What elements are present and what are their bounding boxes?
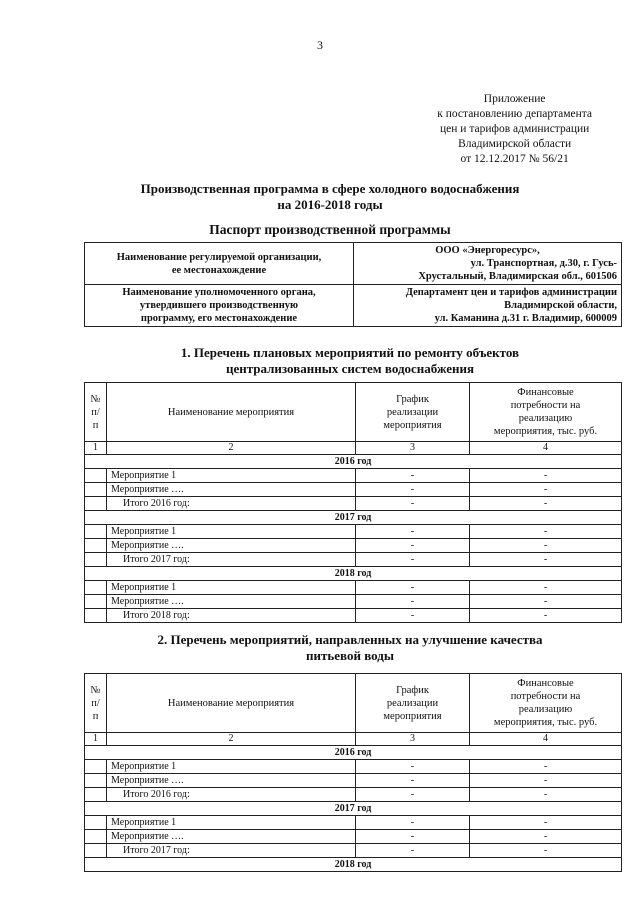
passport-label — [85, 243, 354, 285]
page-number: 3 — [317, 38, 323, 52]
column-number-row — [85, 442, 622, 455]
document-title-line: на 2016-2018 годы — [277, 197, 383, 212]
table-row: Мероприятие …. - - — [85, 595, 622, 609]
document-title-line: Производственная программа в сфере холодного водоснабжения — [140, 181, 520, 196]
passport-text: Наименование регулируемой организации, — [116, 251, 322, 263]
passport-text: утвердившего производственную — [139, 300, 299, 311]
passport-text: ООО «Энергоресурс», — [435, 245, 540, 256]
year-row: 2017 год — [85, 802, 622, 816]
section-title-line: 1. Перечень плановых мероприятий по ремонту объектов — [180, 345, 520, 360]
total-row: Итого 2017 год: - - — [85, 553, 622, 567]
section-2-title — [90, 632, 610, 664]
document-title — [95, 181, 565, 213]
section-title-line: централизованных систем водоснабжения — [225, 361, 475, 376]
table-row: Мероприятие 1 - - — [85, 816, 622, 830]
table-row: Мероприятие …. - - — [85, 774, 622, 788]
total-row: Итого 2016 год: - - — [85, 497, 622, 511]
passport-label — [85, 285, 354, 327]
header-name: Наименование мероприятия — [107, 383, 356, 442]
column-number: 2 — [107, 442, 356, 455]
passport-text: программу, его местонахождение — [140, 313, 298, 324]
section-title-line: 2. Перечень мероприятий, направленных на улучшение качества — [157, 632, 543, 647]
passport-text: ул. Транспортная, д.30, г. Гусь- — [470, 258, 617, 269]
header-finance: Финансовые потребности на реализацию мероприятия, тыс. руб. — [470, 674, 622, 733]
passport-value — [354, 243, 622, 285]
passport-value — [354, 285, 622, 327]
year-row: 2018 год — [85, 858, 622, 872]
header-schedule: График реализации мероприятия — [356, 383, 470, 442]
column-number: 4 — [470, 442, 622, 455]
table-row: Мероприятие 1 - - — [85, 581, 622, 595]
appendix-line: Приложение — [483, 93, 546, 105]
passport-text: Наименование уполномоченного органа, — [122, 287, 316, 298]
appendix-line: цен и тарифов администрации — [440, 123, 590, 135]
table-row: Мероприятие 1 - - — [85, 525, 622, 539]
year-row: 2017 год — [85, 511, 622, 525]
passport-text: ее местонахождение — [171, 264, 267, 276]
column-number: 2 — [107, 733, 356, 746]
appendix-line: Владимирской области — [458, 138, 572, 150]
column-number: 1 — [85, 733, 107, 746]
table-row: Мероприятие 1 - - — [85, 469, 622, 483]
table-header-row — [85, 674, 622, 733]
passport-heading: Паспорт производственной программы — [209, 222, 451, 237]
total-row: Итого 2017 год: - - — [85, 844, 622, 858]
table-header-row — [85, 383, 622, 442]
header-num: № п/п — [85, 383, 107, 442]
column-number: 1 — [85, 442, 107, 455]
year-row: 2016 год — [85, 455, 622, 469]
column-number: 3 — [356, 733, 470, 746]
table-row: Мероприятие …. - - — [85, 483, 622, 497]
section-1-table — [84, 382, 622, 623]
header-finance: Финансовые потребности на реализацию мероприятия, тыс. руб. — [470, 383, 622, 442]
column-number: 3 — [356, 442, 470, 455]
header-schedule: График реализации мероприятия — [356, 674, 470, 733]
appendix-line: к постановлению департамента — [437, 108, 592, 120]
table-row: Мероприятие …. - - — [85, 539, 622, 553]
passport-text: Владимирской области, — [504, 300, 617, 311]
total-row: Итого 2016 год: - - — [85, 788, 622, 802]
section-title-line: питьевой воды — [306, 648, 394, 663]
table-row: Мероприятие 1 - - — [85, 760, 622, 774]
section-2-table — [84, 673, 622, 872]
table-row: Мероприятие …. - - — [85, 830, 622, 844]
column-number: 4 — [470, 733, 622, 746]
passport-table — [84, 242, 622, 327]
header-name: Наименование мероприятия — [107, 674, 356, 733]
passport-row — [85, 285, 622, 327]
appendix-line: от 12.12.2017 № 56/21 — [460, 153, 569, 165]
section-1-title — [90, 345, 610, 377]
passport-text: Хрустальный, Владимирская обл., 601506 — [418, 271, 617, 282]
column-number-row — [85, 733, 622, 746]
passport-text: ул. Каманина д.31 г. Владимир, 600009 — [434, 313, 617, 324]
total-row: Итого 2018 год: - - — [85, 609, 622, 623]
passport-row — [85, 243, 622, 285]
appendix-block — [437, 92, 592, 167]
header-num: № п/п — [85, 674, 107, 733]
year-row: 2016 год — [85, 746, 622, 760]
passport-text: Департамент цен и тарифов администрации — [405, 287, 617, 298]
year-row: 2018 год — [85, 567, 622, 581]
